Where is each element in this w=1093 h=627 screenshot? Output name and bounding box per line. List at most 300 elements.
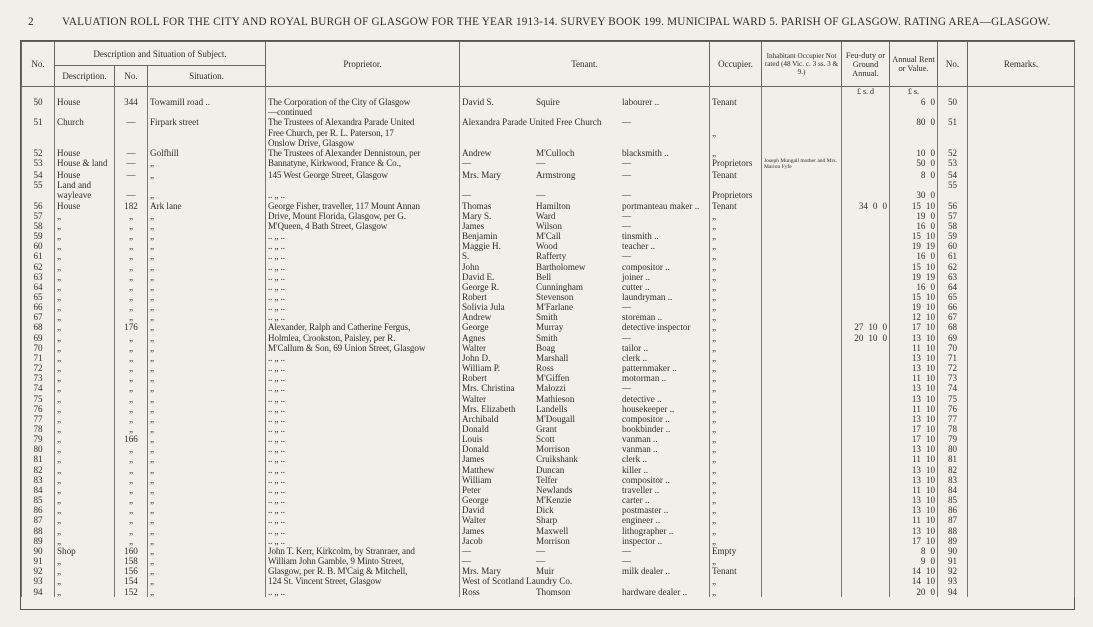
tenant-forename: Alexandra Parade United Free Church (462, 117, 602, 128)
row-number-right: 56 (938, 201, 968, 211)
rent-amount: 10 (925, 342, 935, 353)
row-tenant (460, 241, 710, 251)
rent-amount: 13 (911, 352, 921, 363)
rent-amount: 10 (925, 576, 935, 587)
row-number: 69 (22, 333, 55, 343)
table-row (22, 465, 1075, 475)
tenant-forename: Solivia Jula (462, 302, 505, 313)
row-description: „ (55, 251, 115, 261)
row-description: „ (55, 566, 115, 576)
col-no-right: No. (938, 42, 968, 87)
rent-amount: 10 (925, 302, 935, 313)
rent-amount: 17 (911, 424, 921, 434)
row-occupier: „ (710, 231, 762, 241)
row-occupier: „ (710, 262, 762, 272)
rent-amount: 30 (916, 190, 926, 201)
row-remarks (968, 576, 1075, 586)
row-inhabitant-occupier (762, 333, 842, 343)
row-rent (890, 404, 938, 414)
row-street-number: „ (115, 211, 148, 221)
table-row (22, 444, 1075, 454)
row-feu-duty (842, 180, 890, 190)
row-tenant (460, 394, 710, 404)
tenant-surname: — (536, 556, 546, 567)
row-number: 91 (22, 556, 55, 566)
row-remarks (968, 444, 1075, 454)
table-row (22, 180, 1075, 190)
row-remarks (968, 211, 1075, 221)
row-street-number: „ (115, 454, 148, 464)
tenant-occupation (622, 576, 707, 586)
roll-title: VALUATION ROLL FOR THE CITY AND ROYAL BURGH OF GLASGOW FOR THE YEAR 1913-14. SURVEY BOOK 199. MUNICIPAL WARD 5. PARISH OF GLASGOW. RATING AREA—GLASGOW. (62, 16, 1051, 28)
row-feu-duty (842, 353, 890, 363)
rent-amount: 10 (925, 464, 935, 475)
row-number: 53 (22, 158, 55, 170)
tenant-occupation: clerk .. (622, 352, 647, 363)
row-street-number: „ (115, 272, 148, 282)
row-feu-duty (842, 434, 890, 444)
row-number: 65 (22, 292, 55, 302)
row-number: 84 (22, 485, 55, 495)
row-street-number: „ (115, 302, 148, 312)
row-feu-duty (842, 546, 890, 556)
row-description: „ (55, 526, 115, 536)
rent-amount: 16 (916, 281, 926, 292)
row-rent (890, 211, 938, 221)
tenant-surname: — (536, 158, 546, 169)
row-tenant (460, 587, 710, 597)
feu-amount: 0 (872, 200, 878, 211)
table-row (22, 97, 1075, 107)
row-feu-duty (842, 302, 890, 312)
row-situation: „ (148, 526, 266, 536)
row-inhabitant-occupier (762, 505, 842, 515)
row-description: „ (55, 536, 115, 546)
col-number: No. (115, 66, 148, 87)
row-tenant (460, 454, 710, 464)
row-number: 94 (22, 587, 55, 597)
table-row (22, 475, 1075, 485)
row-tenant (460, 566, 710, 576)
rent-amount: 10 (925, 332, 935, 343)
row-number: 61 (22, 251, 55, 261)
row-proprietor: .. „ .. (266, 272, 460, 282)
row-situation (148, 180, 266, 190)
row-description: House (55, 148, 115, 158)
tenant-forename: Mrs. Christina (462, 383, 515, 394)
row-remarks (968, 231, 1075, 241)
rent-amount: 6 (920, 97, 926, 108)
rent-amount: 11 (912, 515, 921, 526)
table-row (22, 383, 1075, 393)
row-description: House & land (55, 158, 115, 170)
row-proprietor: .. „ .. (266, 282, 460, 292)
row-description: House (55, 170, 115, 180)
row-rent (890, 128, 938, 138)
table-row (22, 495, 1075, 505)
tenant-occupation: — (622, 158, 632, 169)
row-description: „ (55, 241, 115, 251)
row-tenant (460, 333, 710, 343)
row-description: „ (55, 576, 115, 586)
row-situation: „ (148, 515, 266, 525)
row-number: 85 (22, 495, 55, 505)
row-number-right: 76 (938, 404, 968, 414)
row-description: „ (55, 587, 115, 597)
tenant-forename: Thomas (462, 200, 492, 211)
row-rent (890, 241, 938, 251)
row-remarks (968, 546, 1075, 556)
row-situation: „ (148, 424, 266, 434)
tenant-occupation: hardware dealer .. (622, 586, 688, 597)
table-row (22, 148, 1075, 158)
rent-amount: 10 (925, 444, 935, 455)
row-inhabitant-occupier (762, 282, 842, 292)
col-inhabitant: Inhabitant Occupier Not rated (48 Vic. c. 3 ss. 3 & 9.) (762, 42, 842, 87)
row-inhabitant-occupier (762, 138, 842, 148)
row-number (22, 128, 55, 138)
row-proprietor: .. „ .. (266, 454, 460, 464)
row-occupier: „ (710, 211, 762, 221)
table-row (22, 576, 1075, 586)
row-proprietor: The Corporation of the City of Glasgow (266, 97, 460, 107)
col-proprietor: Proprietor. (266, 42, 460, 87)
row-proprietor: .. „ .. (266, 262, 460, 272)
row-inhabitant-occupier (762, 546, 842, 556)
row-description: „ (55, 221, 115, 231)
row-street-number: 176 (115, 322, 148, 332)
row-description: wayleave (55, 190, 115, 200)
row-rent (890, 107, 938, 117)
row-proprietor: .. „ .. (266, 587, 460, 597)
rent-amount: 10 (925, 505, 935, 516)
row-inhabitant-occupier (762, 148, 842, 158)
tenant-surname: Smith (536, 332, 558, 343)
row-proprietor: .. „ .. (266, 190, 460, 200)
row-inhabitant-occupier (762, 262, 842, 272)
row-feu-duty (842, 262, 890, 272)
row-feu-duty (842, 343, 890, 353)
row-tenant (460, 201, 710, 211)
tenant-surname: Mathieson (536, 393, 575, 404)
row-rent (890, 302, 938, 312)
row-tenant (460, 117, 710, 127)
rent-amount: 10 (925, 525, 935, 536)
row-number: 67 (22, 312, 55, 322)
row-feu-duty (842, 241, 890, 251)
row-feu-duty (842, 465, 890, 475)
row-description: „ (55, 363, 115, 373)
table-row (22, 505, 1075, 515)
row-description: „ (55, 262, 115, 272)
row-rent (890, 312, 938, 322)
tenant-forename: James (462, 220, 485, 231)
tenant-surname: Morrison (536, 535, 570, 546)
row-inhabitant-occupier (762, 170, 842, 180)
row-number-right: 82 (938, 465, 968, 475)
row-occupier: „ (710, 526, 762, 536)
tenant-forename: — (462, 545, 472, 556)
row-feu-duty (842, 404, 890, 414)
tenant-forename: Robert (462, 373, 487, 384)
row-inhabitant-occupier (762, 107, 842, 117)
feu-amount: 34 (858, 200, 868, 211)
row-remarks (968, 383, 1075, 393)
row-occupier: „ (710, 353, 762, 363)
row-inhabitant-occupier (762, 190, 842, 200)
row-number-right: 83 (938, 475, 968, 485)
row-situation: „ (148, 434, 266, 444)
row-proprietor: .. „ .. (266, 241, 460, 251)
row-number: 70 (22, 343, 55, 353)
row-occupier: „ (710, 221, 762, 231)
row-proprietor: Alexander, Ralph and Catherine Fergus, (266, 322, 460, 332)
row-situation: „ (148, 495, 266, 505)
row-feu-duty (842, 282, 890, 292)
row-situation: „ (148, 333, 266, 343)
row-situation: „ (148, 404, 266, 414)
rent-amount: 9 (920, 556, 926, 567)
row-description: Church (55, 117, 115, 127)
row-street-number: „ (115, 414, 148, 424)
row-rent (890, 272, 938, 282)
row-tenant (460, 495, 710, 505)
row-inhabitant-occupier (762, 180, 842, 190)
row-situation: „ (148, 262, 266, 272)
row-situation: „ (148, 394, 266, 404)
table-row (22, 107, 1075, 117)
row-rent (890, 158, 938, 170)
row-number-right: 87 (938, 515, 968, 525)
row-occupier: Proprietors (710, 158, 762, 170)
row-number-right: 67 (938, 312, 968, 322)
tenant-surname: M'Call (536, 231, 561, 242)
row-remarks (968, 292, 1075, 302)
tenant-occupation: traveller .. (622, 484, 660, 495)
row-number: 77 (22, 414, 55, 424)
rent-amount: 8 (920, 170, 926, 181)
row-feu-duty (842, 158, 890, 170)
row-street-number: 152 (115, 587, 148, 597)
feu-amount: 20 (854, 332, 864, 343)
tenant-forename: — (462, 158, 472, 169)
row-remarks (968, 454, 1075, 464)
row-tenant (460, 383, 710, 393)
row-number-right: 61 (938, 251, 968, 261)
row-situation: „ (148, 272, 266, 282)
tenant-forename: William P. (462, 363, 501, 374)
row-rent (890, 424, 938, 434)
tenant-occupation: laundryman .. (622, 291, 673, 302)
tenant-surname: Thomson (536, 586, 571, 597)
row-tenant (460, 363, 710, 373)
row-description: House (55, 201, 115, 211)
tenant-occupation: milk dealer .. (622, 566, 670, 577)
rent-amount: 19 (911, 271, 921, 282)
tenant-forename: Walter (462, 393, 487, 404)
tenant-surname: Grant (536, 424, 557, 434)
row-rent (890, 454, 938, 464)
row-number-right: 88 (938, 526, 968, 536)
row-occupier: „ (710, 383, 762, 393)
row-proprietor: .. „ .. (266, 475, 460, 485)
row-rent (890, 117, 938, 127)
row-situation: „ (148, 414, 266, 424)
table-row (22, 454, 1075, 464)
row-remarks (968, 148, 1075, 158)
tenant-forename: Peter (462, 484, 481, 495)
row-number-right: 85 (938, 495, 968, 505)
row-remarks (968, 158, 1075, 170)
tenant-occupation: compositor .. (622, 474, 670, 485)
row-description: „ (55, 292, 115, 302)
row-feu-duty (842, 394, 890, 404)
row-number-right: 55 (938, 180, 968, 190)
row-proprietor: Holmlea, Crookston, Paisley, per R. (266, 333, 460, 343)
row-description: „ (55, 424, 115, 434)
row-tenant (460, 444, 710, 454)
row-feu-duty (842, 485, 890, 495)
row-number-right: 51 (938, 117, 968, 127)
row-tenant (460, 138, 710, 148)
row-remarks (968, 282, 1075, 292)
col-rent: Annual Rent or Value. (890, 42, 938, 87)
row-description: „ (55, 485, 115, 495)
tenant-surname: Sharp (536, 515, 558, 526)
rent-amount: 8 (920, 545, 926, 556)
row-feu-duty (842, 566, 890, 576)
row-description: „ (55, 282, 115, 292)
row-street-number: 154 (115, 576, 148, 586)
row-number: 71 (22, 353, 55, 363)
col-description-group: Description and Situation of Subject. (55, 42, 266, 66)
row-street-number: 344 (115, 97, 148, 107)
row-proprietor: .. „ .. (266, 434, 460, 444)
row-rent (890, 201, 938, 211)
row-proprietor: .. „ .. (266, 251, 460, 261)
row-tenant (460, 251, 710, 261)
row-tenant (460, 546, 710, 556)
row-description: „ (55, 394, 115, 404)
tenant-forename: Donald (462, 444, 489, 455)
row-remarks (968, 322, 1075, 332)
row-rent (890, 383, 938, 393)
tenant-forename: John D. (462, 352, 491, 363)
row-tenant (460, 526, 710, 536)
row-remarks (968, 312, 1075, 322)
row-number: 58 (22, 221, 55, 231)
row-remarks (968, 536, 1075, 546)
row-number: 54 (22, 170, 55, 180)
row-occupier: „ (710, 363, 762, 373)
tenant-forename: James (462, 454, 485, 465)
row-remarks (968, 373, 1075, 383)
row-remarks (968, 353, 1075, 363)
tenant-surname: Marshall (536, 352, 569, 363)
row-remarks (968, 170, 1075, 180)
tenant-forename: Robert (462, 291, 487, 302)
row-remarks (968, 343, 1075, 353)
row-situation: „ (148, 373, 266, 383)
feu-amount: 0 (882, 322, 887, 333)
tenant-occupation: storeman .. (622, 312, 663, 323)
row-inhabitant-occupier (762, 373, 842, 383)
rent-amount: 0 (930, 210, 935, 221)
row-occupier: „ (710, 394, 762, 404)
rent-amount: 10 (925, 474, 935, 485)
row-remarks (968, 485, 1075, 495)
row-situation (148, 128, 266, 138)
row-occupier: „ (710, 587, 762, 597)
row-street-number: „ (115, 465, 148, 475)
row-number: 90 (22, 546, 55, 556)
row-street-number: „ (115, 251, 148, 261)
row-remarks (968, 505, 1075, 515)
row-proprietor: Onslow Drive, Glasgow (266, 138, 460, 148)
row-number: 82 (22, 465, 55, 475)
row-remarks (968, 190, 1075, 200)
tenant-surname: Cunningham (536, 281, 583, 292)
row-street-number: „ (115, 485, 148, 495)
row-rent (890, 485, 938, 495)
tenant-surname: Cruikshank (536, 454, 578, 465)
row-situation: Towamill road .. (148, 97, 266, 107)
row-feu-duty (842, 221, 890, 231)
row-situation: „ (148, 566, 266, 576)
row-description: „ (55, 231, 115, 241)
row-feu-duty (842, 495, 890, 505)
tenant-forename: Andrew (462, 147, 492, 158)
row-street-number: 158 (115, 556, 148, 566)
row-number-right: 75 (938, 394, 968, 404)
row-inhabitant-occupier (762, 251, 842, 261)
row-inhabitant-occupier (762, 97, 842, 107)
tenant-forename: Benjamin (462, 231, 498, 242)
table-row (22, 404, 1075, 414)
row-rent (890, 505, 938, 515)
row-number: 60 (22, 241, 55, 251)
tenant-surname: Landells (536, 403, 568, 414)
row-number: 51 (22, 117, 55, 127)
row-number: 50 (22, 97, 55, 107)
row-description: „ (55, 414, 115, 424)
inhabitant-text: Joseph Mungall mother and Mrs. Marion Fyfe (764, 158, 837, 171)
row-number-right: 69 (938, 333, 968, 343)
row-proprietor: .. „ .. (266, 526, 460, 536)
feu-amount: 10 (868, 322, 878, 333)
row-occupier: „ (710, 475, 762, 485)
rent-amount: 10 (925, 484, 935, 495)
row-tenant (460, 190, 710, 200)
rent-amount: 19 (911, 302, 921, 313)
rent-amount: 0 (930, 220, 935, 231)
tenant-occupation: blacksmith .. (622, 147, 669, 158)
tenant-forename: George R. (462, 281, 500, 292)
row-situation: Golfhill (148, 148, 266, 158)
tenant-occupation: clerk .. (622, 454, 647, 465)
feu-amount: 10 (868, 332, 878, 343)
row-occupier: Tenant (710, 566, 762, 576)
table-row (22, 536, 1075, 546)
rent-amount: 13 (911, 444, 921, 455)
row-number-right: 50 (938, 97, 968, 107)
table-row (22, 128, 1075, 138)
row-number-right: 90 (938, 546, 968, 556)
row-feu-duty (842, 373, 890, 383)
row-number: 52 (22, 148, 55, 158)
row-rent (890, 333, 938, 343)
row-feu-duty (842, 117, 890, 127)
